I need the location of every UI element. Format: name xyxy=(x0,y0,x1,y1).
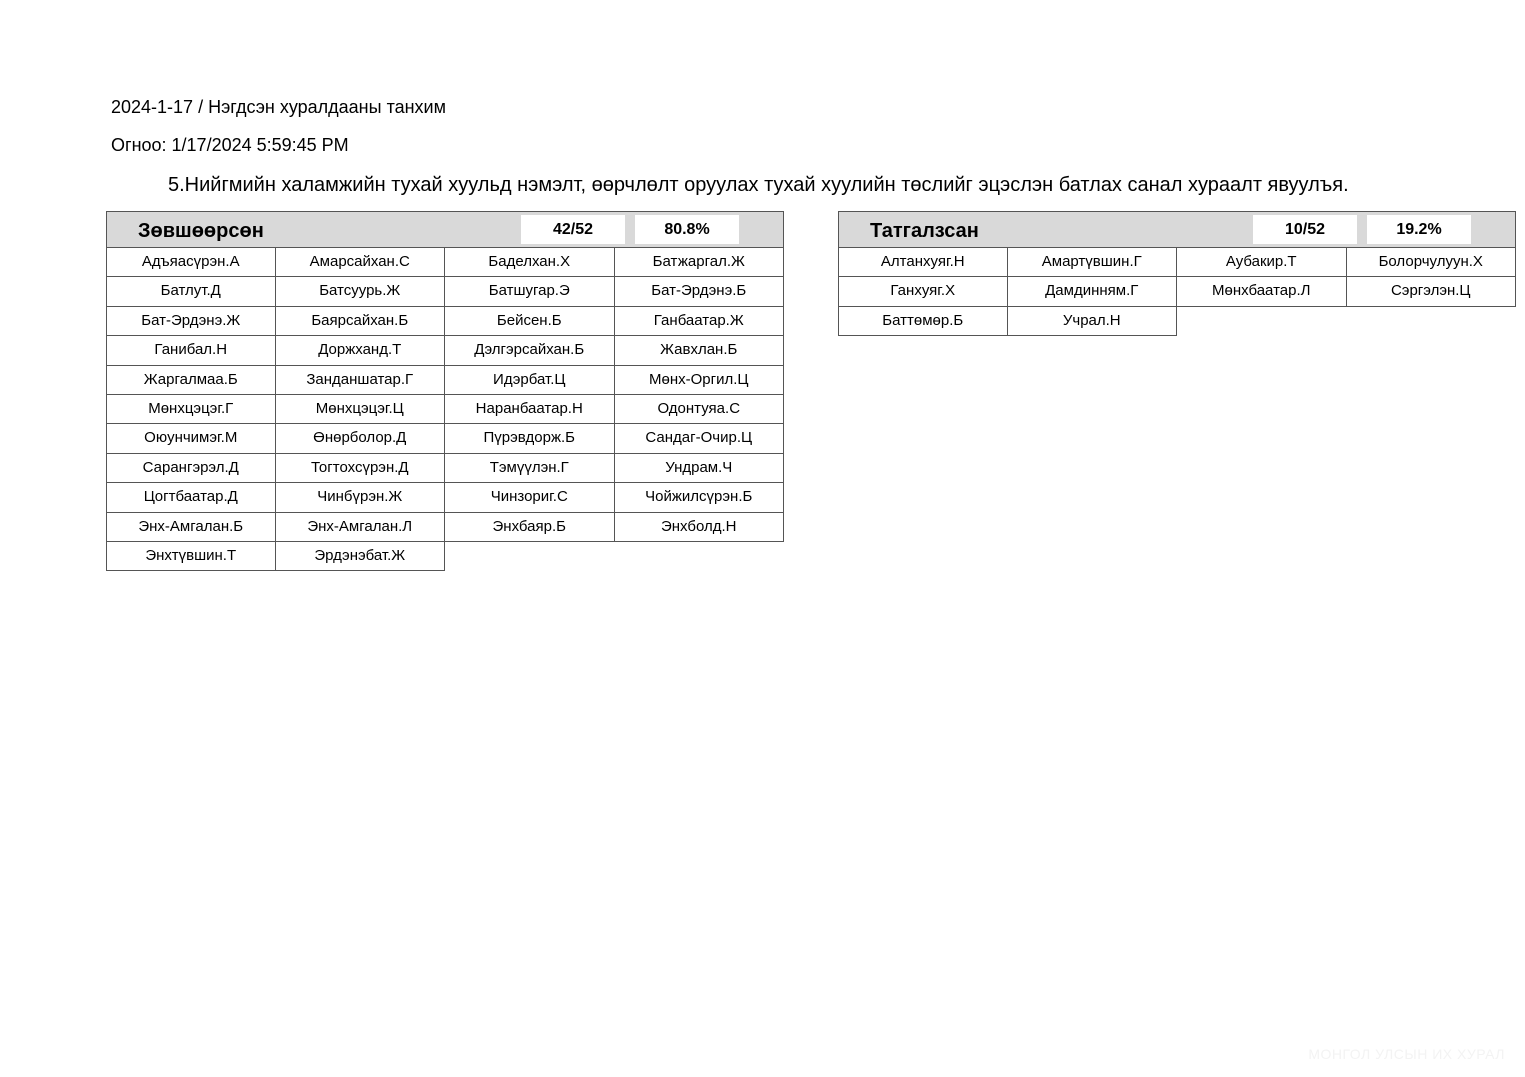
approve-percent: 80.8% xyxy=(635,215,739,244)
approve-member-cell: Мөнхцэцэг.Ц xyxy=(276,395,446,424)
approve-member-cell: Энхбаяр.Б xyxy=(445,513,615,542)
approve-member-cell: Цогтбаатар.Д xyxy=(106,483,276,512)
approve-member-cell: Энхболд.Н xyxy=(615,513,785,542)
approve-member-cell: Батжаргал.Ж xyxy=(615,248,785,277)
approve-panel xyxy=(106,211,784,571)
watermark: МОНГОЛ УЛСЫН ИХ ХУРАЛ xyxy=(1308,1046,1505,1062)
approve-title: Зөвшөөрсөн xyxy=(138,220,264,242)
approve-member-cell: Доржханд.Т xyxy=(276,336,446,365)
reject-member-grid xyxy=(838,248,1516,336)
approve-member-cell: Тэмүүлэн.Г xyxy=(445,454,615,483)
reject-member-cell: Аубакир.Т xyxy=(1177,248,1347,277)
approve-member-cell: Дэлгэрсайхан.Б xyxy=(445,336,615,365)
reject-title: Татгалзсан xyxy=(870,220,979,242)
approve-member-cell: Жавхлан.Б xyxy=(615,336,785,365)
vote-date: Огноо: 1/17/2024 5:59:45 PM xyxy=(111,135,349,155)
approve-member-cell: Ганибал.Н xyxy=(106,336,276,365)
approve-member-grid xyxy=(106,248,784,571)
reject-member-cell: Учрал.Н xyxy=(1008,307,1178,336)
reject-member-cell: Амартүвшин.Г xyxy=(1008,248,1178,277)
reject-member-cell: Алтанхуяг.Н xyxy=(838,248,1008,277)
approve-member-cell: Чинбүрэн.Ж xyxy=(276,483,446,512)
approve-member-cell: Чойжилсүрэн.Б xyxy=(615,483,785,512)
approve-member-cell: Наранбаатар.Н xyxy=(445,395,615,424)
approve-member-cell: Ундрам.Ч xyxy=(615,454,785,483)
approve-member-cell: Адъяасүрэн.А xyxy=(106,248,276,277)
approve-member-cell: Бат-Эрдэнэ.Ж xyxy=(106,307,276,336)
approve-member-cell: Оюунчимэг.М xyxy=(106,424,276,453)
approve-header xyxy=(106,211,784,248)
approve-member-cell: Одонтуяа.С xyxy=(615,395,785,424)
approve-member-cell: Идэрбат.Ц xyxy=(445,366,615,395)
approve-member-cell: Чинзориг.С xyxy=(445,483,615,512)
reject-member-cell: Сэргэлэн.Ц xyxy=(1347,277,1517,306)
approve-member-cell: Баярсайхан.Б xyxy=(276,307,446,336)
approve-member-cell: Мөнхцэцэг.Г xyxy=(106,395,276,424)
reject-panel xyxy=(838,211,1516,336)
approve-member-cell: Энхтүвшин.Т xyxy=(106,542,276,571)
reject-member-cell: Мөнхбаатар.Л xyxy=(1177,277,1347,306)
approve-member-cell: Ганбаатар.Ж xyxy=(615,307,785,336)
approve-member-cell: Амарсайхан.С xyxy=(276,248,446,277)
session-title: 2024-1-17 / Нэгдсэн хуралдааны танхим xyxy=(111,97,446,117)
reject-member-cell: Дамдинням.Г xyxy=(1008,277,1178,306)
approve-member-cell: Эрдэнэбат.Ж xyxy=(276,542,446,571)
approve-member-cell: Батлут.Д xyxy=(106,277,276,306)
approve-member-cell: Батшугар.Э xyxy=(445,277,615,306)
reject-header xyxy=(838,211,1516,248)
approve-member-cell: Сандаг-Очир.Ц xyxy=(615,424,785,453)
approve-member-cell: Пүрэвдорж.Б xyxy=(445,424,615,453)
approve-member-cell: Энх-Амгалан.Б xyxy=(106,513,276,542)
approve-member-cell: Өнөрболор.Д xyxy=(276,424,446,453)
reject-member-cell: Ганхуяг.Х xyxy=(838,277,1008,306)
reject-count: 10/52 xyxy=(1253,215,1357,244)
approve-member-cell: Сарангэрэл.Д xyxy=(106,454,276,483)
approve-member-cell: Баделхан.Х xyxy=(445,248,615,277)
reject-percent: 19.2% xyxy=(1367,215,1471,244)
approve-member-cell: Бат-Эрдэнэ.Б xyxy=(615,277,785,306)
approve-member-cell: Энх-Амгалан.Л xyxy=(276,513,446,542)
approve-member-cell: Занданшатар.Г xyxy=(276,366,446,395)
approve-count: 42/52 xyxy=(521,215,625,244)
reject-member-cell: Баттөмөр.Б xyxy=(838,307,1008,336)
reject-member-cell: Болорчулуун.Х xyxy=(1347,248,1517,277)
motion-title: 5.Нийгмийн халамжийн тухай хуульд нэмэлт, өөрчлөлт оруулах тухай хуулийн төслийг эцэслэн батлах санал хураалт явуулъя. xyxy=(168,174,1349,196)
approve-member-cell: Батсуурь.Ж xyxy=(276,277,446,306)
approve-member-cell: Тогтохсүрэн.Д xyxy=(276,454,446,483)
approve-member-cell: Жаргалмаа.Б xyxy=(106,366,276,395)
approve-member-cell: Мөнх-Оргил.Ц xyxy=(615,366,785,395)
approve-member-cell: Бейсен.Б xyxy=(445,307,615,336)
